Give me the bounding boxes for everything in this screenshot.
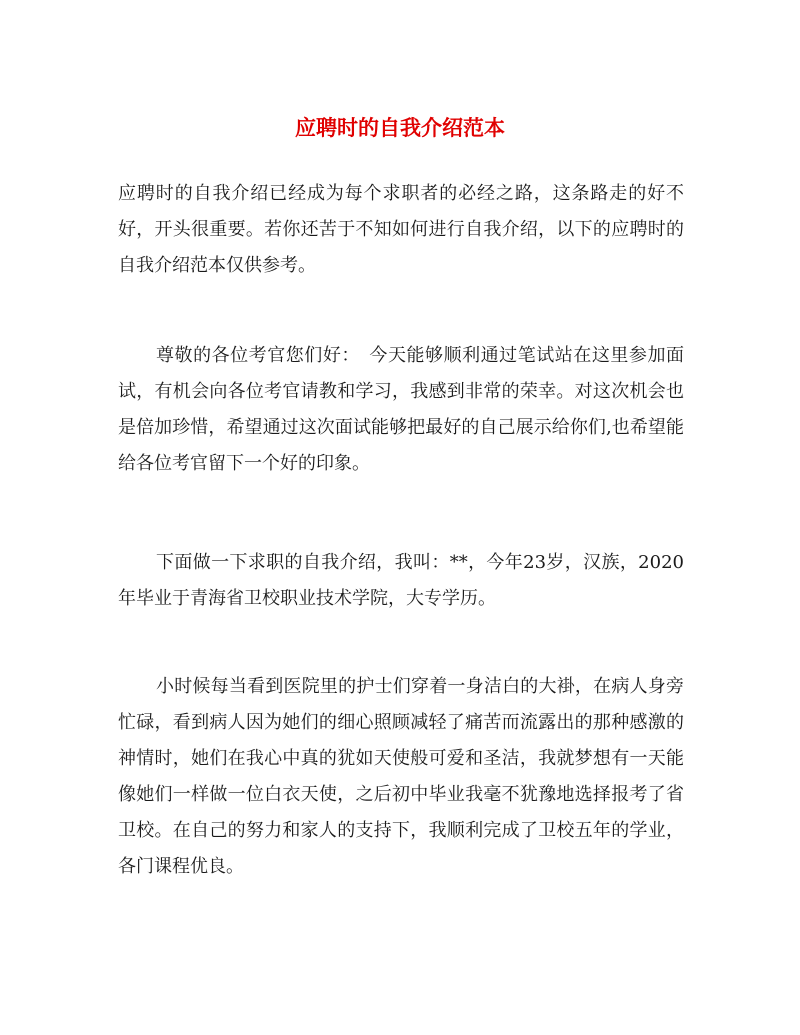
paragraph-intro: 应聘时的自我介绍已经成为每个求职者的必经之路，这条路走的好不好，开头很重要。若你还苦于不知如何进行自我介绍，以下的应聘时的自我介绍范本仅供参考。 [118,183,684,276]
paragraph-greeting: 尊敬的各位考官您们好： 今天能够顺利通过笔试站在这里参加面试，有机会向各位考官请教和学习，我感到非常的荣幸。对这次机会也是倍加珍惜，希望通过这次面试能够把最好的自己展示给你们,也希望能给各位考官留下一个好的印象。 [118,345,684,474]
paragraph-self-introduction: 下面做一下求职的自我介绍，我叫：**，今年23岁，汉族，2020年毕业于青海省卫校职业技术学院，大专学历。 [118,552,684,609]
paragraph-childhood-dream: 小时候每当看到医院里的护士们穿着一身洁白的大褂，在病人身旁忙碌，看到病人因为她们的细心照顾减轻了痛苦而流露出的那种感激的神情时，她们在我心中真的犹如天使般可爱和圣洁，我就梦想有一天能像她们一样做一位白衣天使，之后初中毕业我毫不犹豫地选择报考了省卫校。在自己的努力和家人的支持下，我顺利完成了卫校五年的学业，各门课程优良。 [118,676,684,877]
document-title: 应聘时的自我介绍范本 [295,115,505,140]
